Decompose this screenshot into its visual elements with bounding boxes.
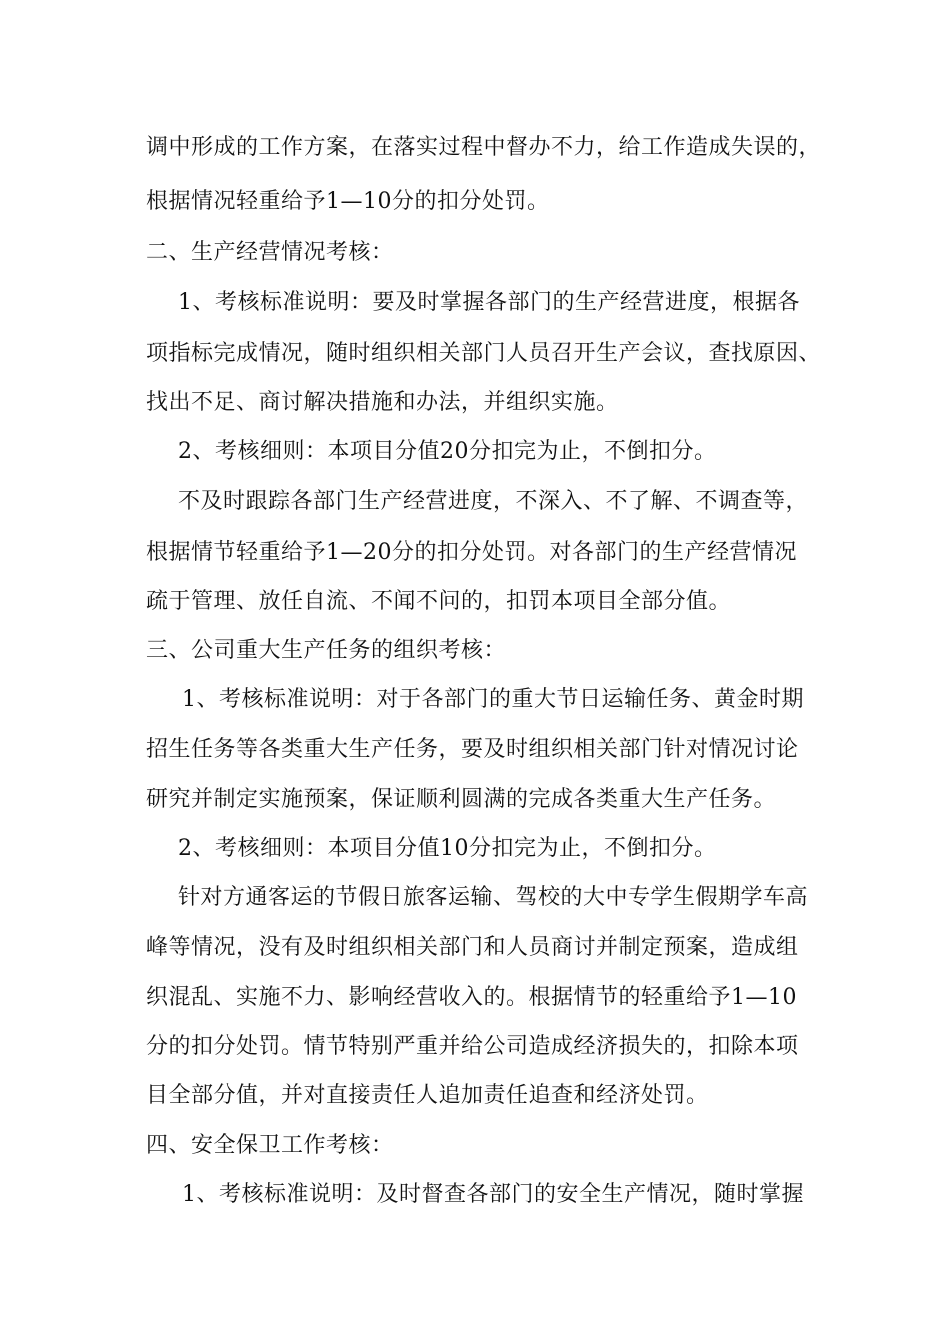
section-heading: 三、公司重大生产任务的组织考核： [146, 638, 507, 663]
body-text-line: 1、考核标准说明：及时督查各部门的安全生产情况，随时掌握 [182, 1182, 804, 1207]
body-text-line: 2、考核细则：本项目分值20分扣完为止，不倒扣分。 [178, 439, 717, 464]
body-text-line: 找出不足、商讨解决措施和办法，并组织实施。 [146, 390, 619, 415]
body-text-line: 项指标完成情况，随时组织相关部门人员召开生产会议，查找原因、 [146, 341, 822, 366]
body-text-line: 织混乱、实施不力、影响经营收入的。根据情节的轻重给予1—10 [146, 985, 797, 1010]
body-text-line: 针对方通客运的节假日旅客运输、驾校的大中专学生假期学车高 [178, 885, 809, 910]
section-heading: 四、安全保卫工作考核： [146, 1133, 394, 1158]
body-text-line: 根据情节轻重给予1—20分的扣分处罚。对各部门的生产经营情况 [146, 540, 797, 565]
body-text-line: 目全部分值，并对直接责任人追加责任追查和经济处罚。 [146, 1083, 709, 1108]
body-text-line: 峰等情况，没有及时组织相关部门和人员商讨并制定预案，造成组 [146, 935, 799, 960]
body-text-line: 1、考核标准说明：对于各部门的重大节日运输任务、黄金时期 [182, 687, 804, 712]
body-text-line: 分的扣分处罚。情节特别严重并给公司造成经济损失的，扣除本项 [146, 1034, 799, 1059]
body-text-line: 研究并制定实施预案，保证顺利圆满的完成各类重大生产任务。 [146, 787, 777, 812]
body-text-line: 调中形成的工作方案，在落实过程中督办不力，给工作造成失误的， [146, 135, 822, 160]
body-text-line: 不及时跟踪各部门生产经营进度，不深入、不了解、不调查等， [178, 489, 809, 514]
body-text-line: 1、考核标准说明：要及时掌握各部门的生产经营进度，根据各 [178, 290, 800, 315]
body-text-line: 根据情况轻重给予1—10分的扣分处罚。 [146, 189, 550, 214]
body-text-line: 招生任务等各类重大生产任务，要及时组织相关部门针对情况讨论 [146, 737, 799, 762]
body-text-line: 2、考核细则：本项目分值10分扣完为止，不倒扣分。 [178, 836, 717, 861]
section-heading: 二、生产经营情况考核： [146, 240, 394, 265]
body-text-line: 疏于管理、放任自流、不闻不问的，扣罚本项目全部分值。 [146, 589, 732, 614]
